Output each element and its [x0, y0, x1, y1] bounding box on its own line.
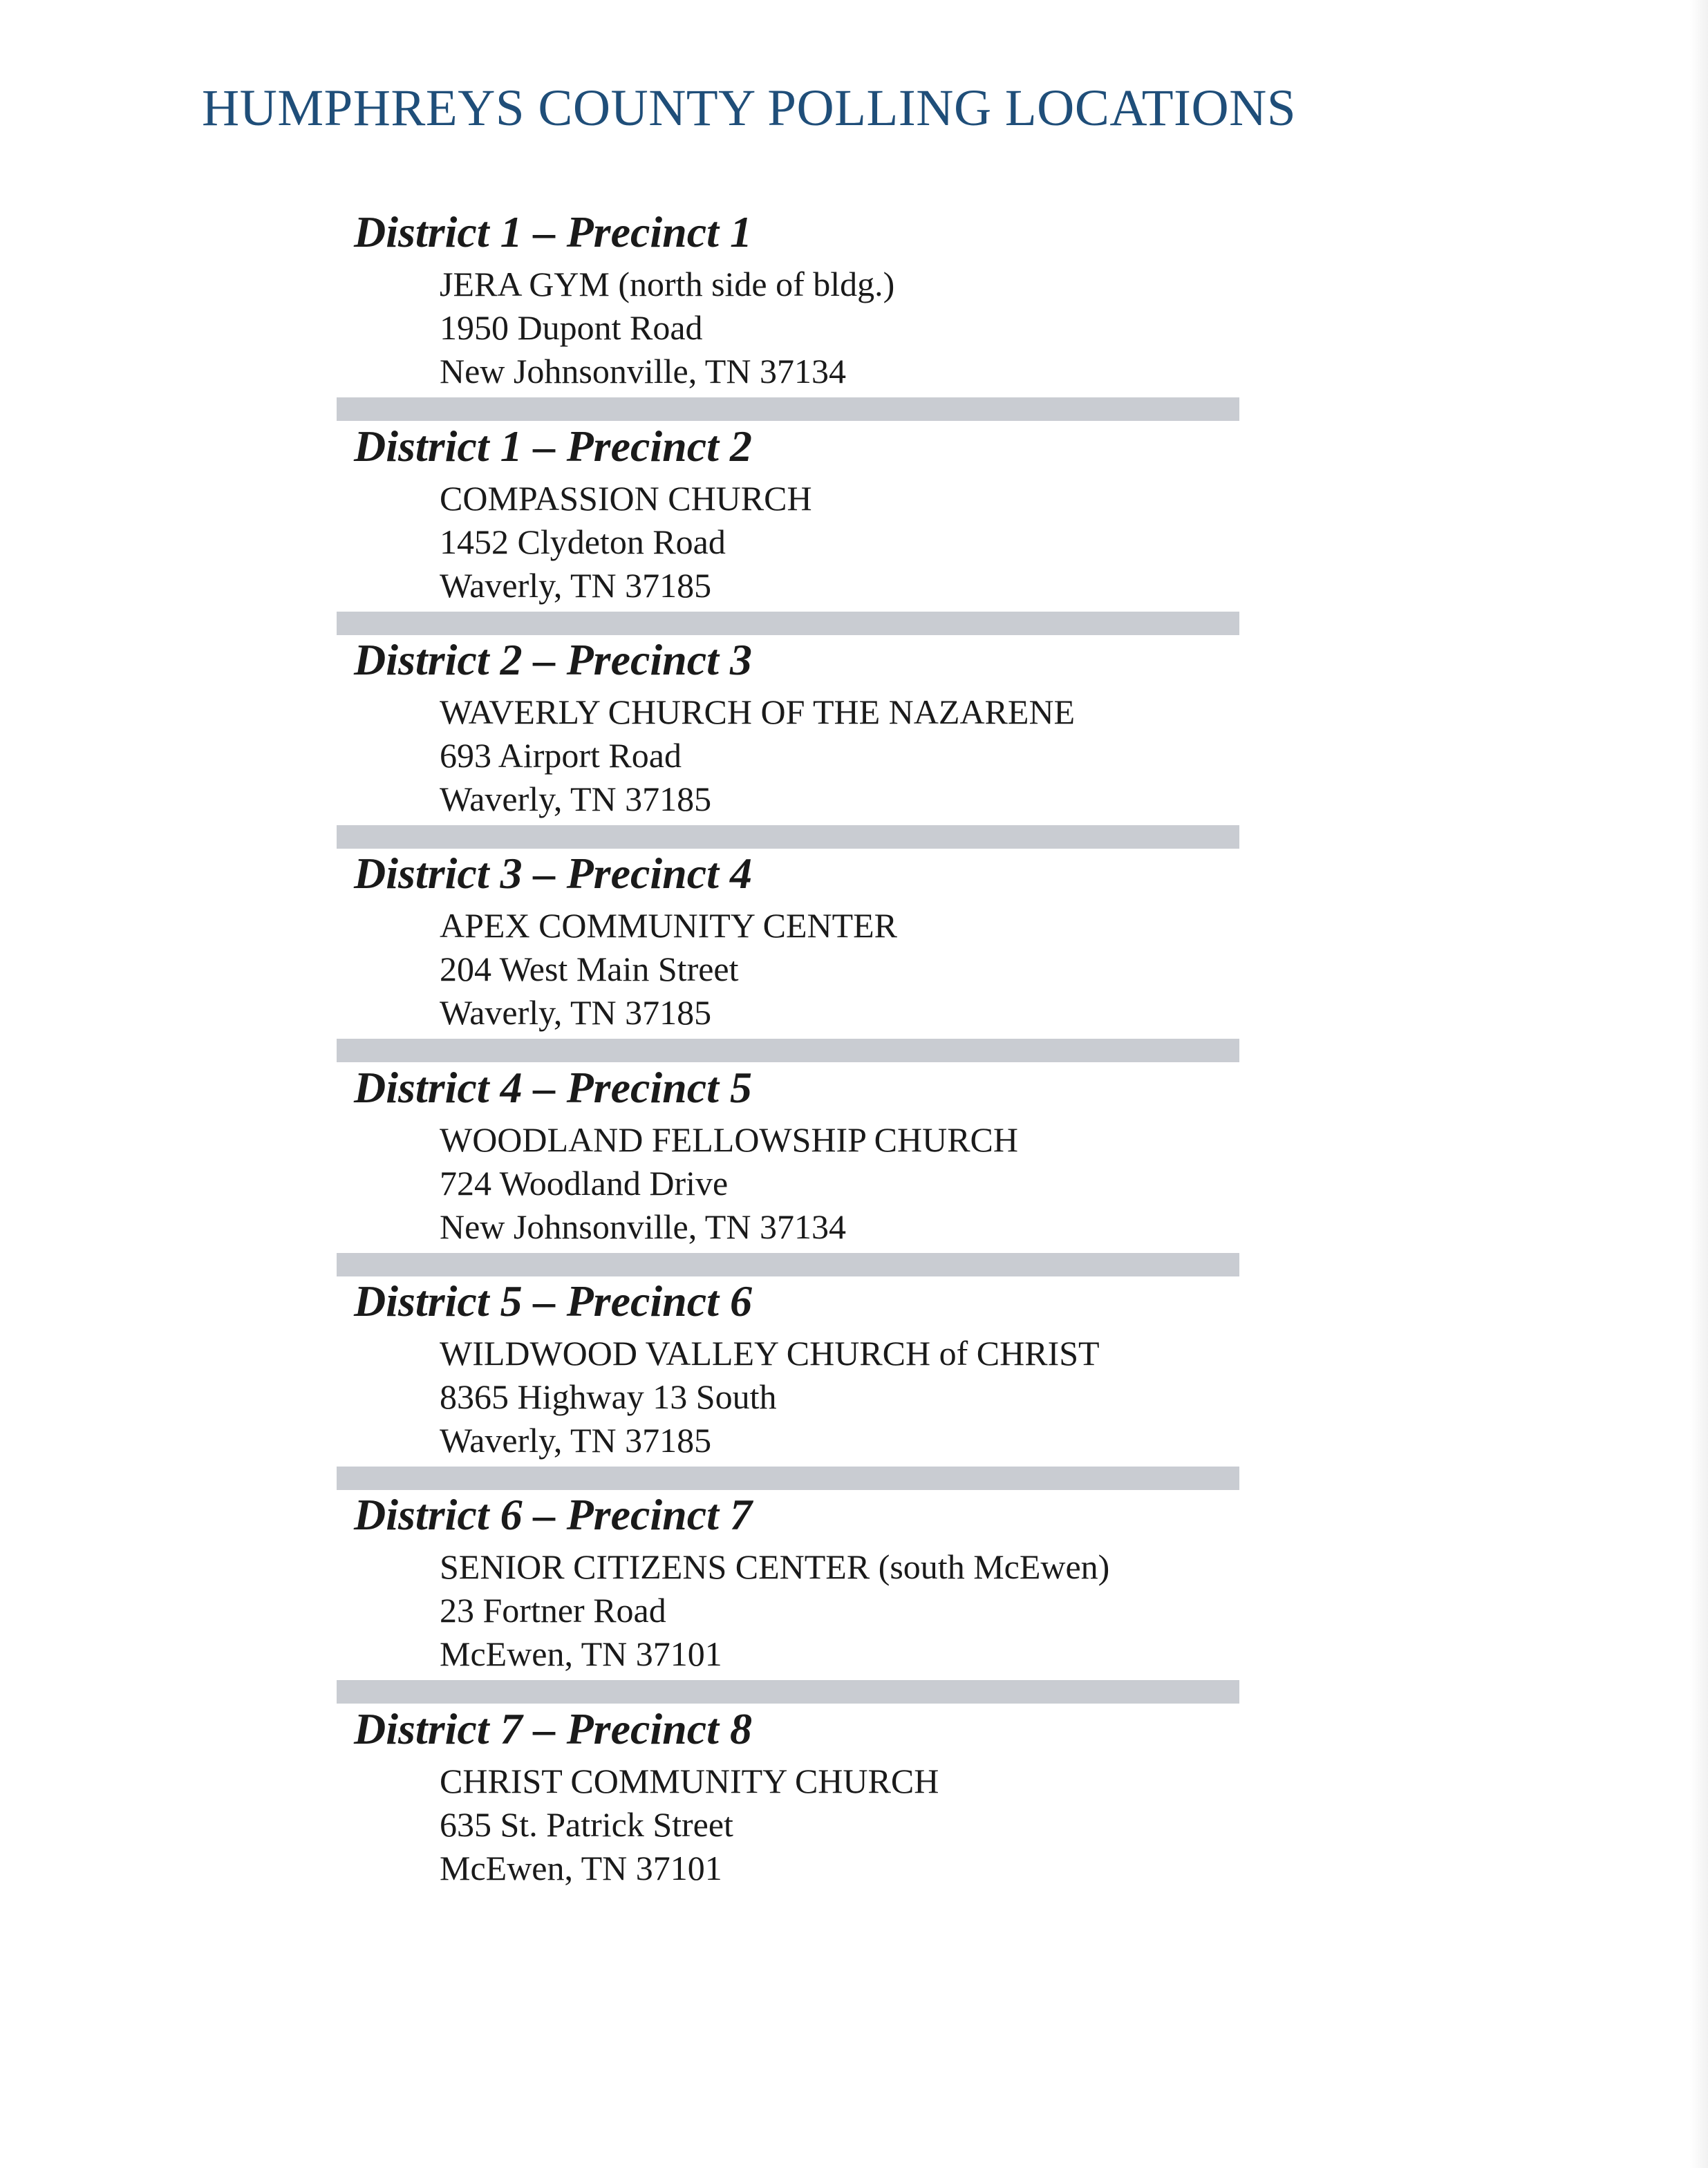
location-city: Waverly, TN 37185 [440, 1421, 712, 1460]
location-street: 1950 Dupont Road [440, 308, 703, 347]
location-street: 635 St. Patrick Street [440, 1805, 733, 1844]
location-city: Waverly, TN 37185 [440, 993, 712, 1032]
precinct-heading: District 3 – Precinct 4 [354, 849, 752, 898]
precinct-heading: District 1 – Precinct 2 [354, 422, 752, 471]
location-city: Waverly, TN 37185 [440, 566, 712, 605]
location-street: 204 West Main Street [440, 950, 739, 988]
precinct-entry [0, 422, 1708, 636]
section-divider [337, 612, 1239, 635]
location-city: New Johnsonville, TN 37134 [440, 352, 846, 390]
section-divider [337, 1680, 1239, 1704]
location-city: New Johnsonville, TN 37134 [440, 1207, 846, 1246]
location-street: 693 Airport Road [440, 736, 682, 775]
location-name: COMPASSION CHURCH [440, 479, 812, 518]
location-name: WOODLAND FELLOWSHIP CHURCH [440, 1120, 1019, 1159]
location-name: SENIOR CITIZENS CENTER (south McEwen) [440, 1547, 1110, 1586]
precinct-heading: District 6 – Precinct 7 [354, 1490, 752, 1539]
precinct-entry [0, 207, 1708, 422]
precinct-entry [0, 1063, 1708, 1277]
location-name: WAVERLY CHURCH OF THE NAZARENE [440, 692, 1076, 731]
location-city: McEwen, TN 37101 [440, 1849, 722, 1887]
precinct-entry [0, 635, 1708, 849]
precinct-heading: District 7 – Precinct 8 [354, 1704, 752, 1753]
precinct-entry [0, 849, 1708, 1063]
location-city: Waverly, TN 37185 [440, 780, 712, 818]
section-divider [337, 1253, 1239, 1276]
location-street: 1452 Clydeton Road [440, 522, 726, 561]
precinct-entry [0, 1276, 1708, 1491]
precinct-heading: District 1 – Precinct 1 [354, 207, 752, 256]
precinct-heading: District 5 – Precinct 6 [354, 1276, 752, 1326]
precinct-entry [0, 1704, 1708, 1919]
section-divider [337, 1467, 1239, 1490]
location-name: WILDWOOD VALLEY CHURCH of CHRIST [440, 1334, 1100, 1373]
location-name: CHRIST COMMUNITY CHURCH [440, 1762, 939, 1800]
location-street: 724 Woodland Drive [440, 1164, 729, 1203]
precinct-heading: District 2 – Precinct 3 [354, 635, 752, 684]
precinct-heading: District 4 – Precinct 5 [354, 1063, 752, 1112]
section-divider [337, 397, 1239, 421]
location-city: McEwen, TN 37101 [440, 1634, 722, 1673]
precinct-entry [0, 1490, 1708, 1704]
section-divider [337, 825, 1239, 849]
page-title: HUMPHREYS COUNTY POLLING LOCATIONS [202, 79, 1297, 137]
section-divider [337, 1039, 1239, 1062]
location-name: APEX COMMUNITY CENTER [440, 906, 898, 945]
scan-edge [1690, 0, 1708, 2168]
location-street: 23 Fortner Road [440, 1591, 666, 1630]
location-street: 8365 Highway 13 South [440, 1377, 777, 1416]
location-name: JERA GYM (north side of bldg.) [440, 265, 895, 303]
